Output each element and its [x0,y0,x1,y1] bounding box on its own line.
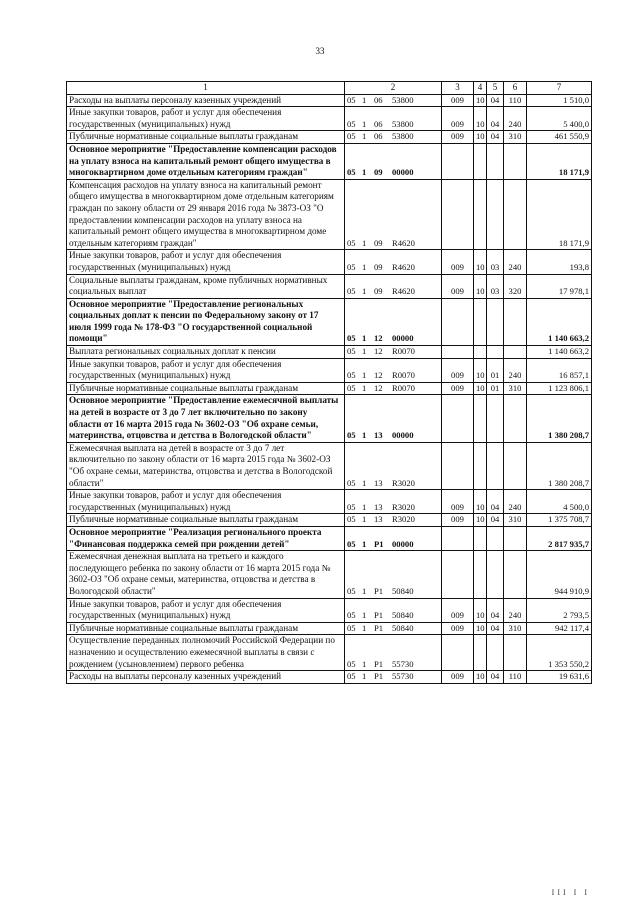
subprogram-code: 1 [362,94,367,105]
row-name: Иные закупки товаров, работ и услуг для обеспечения государственных (муниципальных) нужд [67,250,345,274]
subsection-code [487,526,504,550]
direction-code: R4620 [392,237,415,248]
program-code: 05 [347,237,356,248]
program-code: 05 [347,538,356,549]
target-article-code [345,442,442,489]
subsection-code: 01 [487,358,504,382]
section-code [474,635,487,671]
header-cell: 6 [504,82,527,95]
expense-type-code: 240 [504,490,527,514]
target-article-code [345,358,442,382]
subsection-code [487,346,504,359]
direction-code: R3020 [392,477,415,488]
subsection-code [487,143,504,179]
header-cell: 7 [527,82,592,95]
subprogram-code: 1 [362,370,367,381]
ministry-code [442,551,474,598]
direction-code: 53800 [392,94,414,105]
table-row [67,635,592,671]
subprogram-code: 1 [362,167,367,178]
measure-code: 12 [374,382,383,393]
row-name: Публичные нормативные социальные выплаты гражданам [67,382,345,395]
subprogram-code: 1 [362,501,367,512]
table-row [67,346,592,359]
subprogram-code: 1 [362,382,367,393]
row-name: Компенсация расходов на уплату взноса на капитальный ремонт общего имущества в многоквартирном доме отдельным категориям граждан по закону области от 29 января 2016 года № 3873-ОЗ "О предоставлении компенсации расходов на уплату взноса на капитальный ремонт общего имущества в многоквартирном доме отдельным категориям граждан" [67,179,345,250]
table-row [67,490,592,514]
measure-code: P1 [374,622,384,633]
subprogram-code: 1 [362,585,367,596]
subprogram-code: 1 [362,658,367,669]
table-row [67,622,592,635]
direction-code: 55730 [392,658,414,669]
section-code [474,442,487,489]
subprogram-code: 1 [362,333,367,344]
direction-code: R0070 [392,346,415,357]
expense-type-code: 240 [504,598,527,622]
amount: 1 353 550,2 [527,635,592,671]
program-code: 05 [347,430,356,441]
section-code [474,526,487,550]
amount: 1 380 208,7 [527,442,592,489]
table-row [67,250,592,274]
ministry-code: 009 [442,250,474,274]
header-cell: 1 [67,82,345,95]
row-name: Ежемесячная выплата на детей в возрасте от 3 до 7 лет включительно по закону области от 16 марта 2015 года № 3602-ОЗ "Об охране семьи, материнства, отцовства и детства в Вологодской области" [67,442,345,489]
ministry-code [442,298,474,345]
section-code: 10 [474,382,487,395]
program-code: 05 [347,370,356,381]
row-name: Иные закупки товаров, работ и услуг для обеспечения государственных (муниципальных) нужд [67,358,345,382]
direction-code: 00000 [392,167,414,178]
subprogram-code: 1 [362,118,367,129]
target-article-code [345,346,442,359]
expense-type-code [504,635,527,671]
footer-mark: III I I [551,888,590,897]
row-name: Публичные нормативные социальные выплаты гражданам [67,622,345,635]
row-name: Расходы на выплаты персоналу казенных учреждений [67,94,345,107]
target-article-code [345,131,442,144]
subsection-code [487,442,504,489]
subsection-code: 03 [487,250,504,274]
expense-type-code [504,143,527,179]
page-number: 33 [315,46,325,56]
expense-type-code: 240 [504,358,527,382]
expense-type-code: 240 [504,250,527,274]
subsection-code: 04 [487,94,504,107]
ministry-code [442,179,474,250]
direction-code: 53800 [392,131,414,142]
measure-code: 06 [374,131,383,142]
program-code: 05 [347,610,356,621]
measure-code: 09 [374,237,383,248]
section-code: 10 [474,490,487,514]
subprogram-code: 1 [362,346,367,357]
measure-code: P1 [374,610,384,621]
subprogram-code: 1 [362,671,367,682]
ministry-code [442,526,474,550]
measure-code: 13 [374,430,383,441]
section-code: 10 [474,514,487,527]
amount: 18 171,9 [527,143,592,179]
section-code [474,143,487,179]
budget-table [66,81,592,684]
section-code: 10 [474,94,487,107]
ministry-code: 009 [442,131,474,144]
table-row [67,598,592,622]
subprogram-code: 1 [362,286,367,297]
subprogram-code: 1 [362,261,367,272]
table-row [67,179,592,250]
subprogram-code: 1 [362,610,367,621]
section-code [474,179,487,250]
measure-code: 12 [374,346,383,357]
amount: 1 123 806,1 [527,382,592,395]
row-name: Расходы на выплаты персоналу казенных учреждений [67,671,345,684]
amount: 1 140 663,2 [527,346,592,359]
program-code: 05 [347,333,356,344]
subsection-code [487,298,504,345]
amount: 18 171,9 [527,179,592,250]
measure-code: 06 [374,94,383,105]
direction-code: 00000 [392,333,414,344]
target-article-code [345,490,442,514]
ministry-code: 009 [442,94,474,107]
measure-code: P1 [374,671,384,682]
row-name: Осуществление переданных полномочий Российской Федерации по назначению и осуществлению ежемесячной выплаты в связи с рождением (усыновлением) первого ребенка [67,635,345,671]
subprogram-code: 1 [362,237,367,248]
row-name: Основное мероприятие "Предоставление компенсации расходов на уплату взноса на капитальный ремонт общего имущества в многоквартирном доме отдельным категориям граждан" [67,143,345,179]
measure-code: 12 [374,370,383,381]
subsection-code: 04 [487,598,504,622]
subsection-code: 04 [487,490,504,514]
ministry-code: 009 [442,622,474,635]
section-code: 10 [474,622,487,635]
program-code: 05 [347,501,356,512]
subsection-code: 04 [487,622,504,635]
subprogram-code: 1 [362,131,367,142]
table-row [67,395,592,442]
direction-code: 00000 [392,538,414,549]
table-row [67,526,592,550]
direction-code: 50840 [392,585,414,596]
expense-type-code: 310 [504,382,527,395]
program-code: 05 [347,622,356,633]
target-article-code [345,526,442,550]
measure-code: P1 [374,538,384,549]
ministry-code [442,635,474,671]
section-code [474,298,487,345]
row-name: Ежемесячная денежная выплата на третьего и каждого последующего ребенка по закону области от 16 марта 2015 года № 3602-ОЗ "Об охране семьи, материнства, отцовства и детства в Вологодской области" [67,551,345,598]
measure-code: 09 [374,286,383,297]
subprogram-code: 1 [362,430,367,441]
amount: 16 857,1 [527,358,592,382]
ministry-code [442,143,474,179]
subsection-code [487,395,504,442]
row-name: Иные закупки товаров, работ и услуг для обеспечения государственных (муниципальных) нужд [67,598,345,622]
table-row [67,358,592,382]
amount: 942 117,4 [527,622,592,635]
expense-type-code [504,526,527,550]
table-row [67,671,592,684]
expense-type-code [504,551,527,598]
amount: 461 550,9 [527,131,592,144]
row-name: Основное мероприятие "Реализация регионального проекта "Финансовая поддержка семей при рождении детей" [67,526,345,550]
amount: 1 510,0 [527,94,592,107]
table-row [67,514,592,527]
header-cell: 3 [442,82,474,95]
target-article-code [345,671,442,684]
measure-code: 09 [374,261,383,272]
section-code: 10 [474,250,487,274]
amount: 193,8 [527,250,592,274]
subprogram-code: 1 [362,622,367,633]
section-code: 10 [474,107,487,131]
target-article-code [345,551,442,598]
target-article-code [345,598,442,622]
direction-code: R3020 [392,514,415,525]
program-code: 05 [347,382,356,393]
table-row [67,107,592,131]
subsection-code: 04 [487,107,504,131]
direction-code: R4620 [392,286,415,297]
direction-code: 00000 [392,430,414,441]
amount: 1 380 208,7 [527,395,592,442]
measure-code: 13 [374,477,383,488]
direction-code: R4620 [392,261,415,272]
subsection-code: 04 [487,131,504,144]
subsection-code [487,635,504,671]
program-code: 05 [347,167,356,178]
target-article-code [345,382,442,395]
program-code: 05 [347,477,356,488]
table-row [67,442,592,489]
row-name: Публичные нормативные социальные выплаты гражданам [67,131,345,144]
amount: 1 375 708,7 [527,514,592,527]
target-article-code [345,635,442,671]
direction-code: 50840 [392,622,414,633]
subprogram-code: 1 [362,477,367,488]
ministry-code [442,395,474,442]
row-name: Публичные нормативные социальные выплаты гражданам [67,514,345,527]
row-name: Основное мероприятие "Предоставление региональных социальных доплат к пенсии по Федеральному закону от 17 июля 1999 года № 178-ФЗ "О государственной социальной помощи" [67,298,345,345]
program-code: 05 [347,585,356,596]
expense-type-code [504,346,527,359]
ministry-code [442,442,474,489]
table-row [67,274,592,298]
expense-type-code: 110 [504,94,527,107]
target-article-code [345,179,442,250]
amount: 17 978,1 [527,274,592,298]
section-code [474,346,487,359]
target-article-code [345,274,442,298]
table-row [67,143,592,179]
subsection-code [487,551,504,598]
amount: 5 400,0 [527,107,592,131]
amount: 1 140 663,2 [527,298,592,345]
amount: 2 793,5 [527,598,592,622]
table-row [67,94,592,107]
section-code: 10 [474,131,487,144]
program-code: 05 [347,131,356,142]
amount: 944 910,9 [527,551,592,598]
direction-code: 50840 [392,610,414,621]
program-code: 05 [347,94,356,105]
ministry-code: 009 [442,598,474,622]
expense-type-code [504,298,527,345]
program-code: 05 [347,658,356,669]
expense-type-code: 310 [504,514,527,527]
direction-code: R0070 [392,382,415,393]
expense-type-code [504,395,527,442]
row-name: Выплата региональных социальных доплат к пенсии [67,346,345,359]
subsection-code: 01 [487,382,504,395]
measure-code: 13 [374,514,383,525]
row-name: Иные закупки товаров, работ и услуг для обеспечения государственных (муниципальных) нужд [67,107,345,131]
ministry-code: 009 [442,671,474,684]
measure-code: 13 [374,501,383,512]
target-article-code [345,514,442,527]
ministry-code: 009 [442,107,474,131]
measure-code: 12 [374,333,383,344]
subprogram-code: 1 [362,538,367,549]
section-code: 10 [474,274,487,298]
measure-code: P1 [374,658,384,669]
measure-code: 06 [374,118,383,129]
program-code: 05 [347,118,356,129]
subsection-code: 04 [487,514,504,527]
amount: 19 631,6 [527,671,592,684]
header-cell: 4 [474,82,487,95]
direction-code: 53800 [392,118,414,129]
subsection-code [487,179,504,250]
section-code [474,551,487,598]
ministry-code: 009 [442,358,474,382]
row-name: Основное мероприятие "Предоставление ежемесячной выплаты на детей в возрасте от 3 до 7 лет включительно по закону области от 16 марта 2015 года № 3602-ОЗ "Об охране семьи, материнства, отцовства и детства в Вологодской области" [67,395,345,442]
target-article-code [345,107,442,131]
ministry-code: 009 [442,382,474,395]
program-code: 05 [347,671,356,682]
target-article-code [345,250,442,274]
subprogram-code: 1 [362,514,367,525]
target-article-code [345,143,442,179]
subsection-code: 03 [487,274,504,298]
header-cell: 2 [345,82,442,95]
target-article-code [345,622,442,635]
expense-type-code [504,179,527,250]
program-code: 05 [347,261,356,272]
section-code: 10 [474,598,487,622]
table-row [67,298,592,345]
direction-code: R3020 [392,501,415,512]
expense-type-code: 320 [504,274,527,298]
target-article-code [345,298,442,345]
program-code: 05 [347,514,356,525]
direction-code: R0070 [392,370,415,381]
subsection-code: 04 [487,671,504,684]
ministry-code: 009 [442,274,474,298]
amount: 2 817 935,7 [527,526,592,550]
measure-code: 09 [374,167,383,178]
table-row [67,551,592,598]
table-row [67,131,592,144]
program-code: 05 [347,346,356,357]
expense-type-code: 310 [504,622,527,635]
expense-type-code: 110 [504,671,527,684]
expense-type-code: 240 [504,107,527,131]
row-name: Социальные выплаты гражданам, кроме публичных нормативных социальных выплат [67,274,345,298]
expense-type-code: 310 [504,131,527,144]
ministry-code: 009 [442,514,474,527]
program-code: 05 [347,286,356,297]
section-code: 10 [474,671,487,684]
measure-code: P1 [374,585,384,596]
header-cell: 5 [487,82,504,95]
section-code: 10 [474,358,487,382]
table-row [67,382,592,395]
amount: 4 500,0 [527,490,592,514]
header-row [67,82,592,95]
ministry-code: 009 [442,490,474,514]
ministry-code [442,346,474,359]
expense-type-code [504,442,527,489]
section-code [474,395,487,442]
row-name: Иные закупки товаров, работ и услуг для обеспечения государственных (муниципальных) нужд [67,490,345,514]
target-article-code [345,395,442,442]
direction-code: 55730 [392,671,414,682]
target-article-code [345,94,442,107]
